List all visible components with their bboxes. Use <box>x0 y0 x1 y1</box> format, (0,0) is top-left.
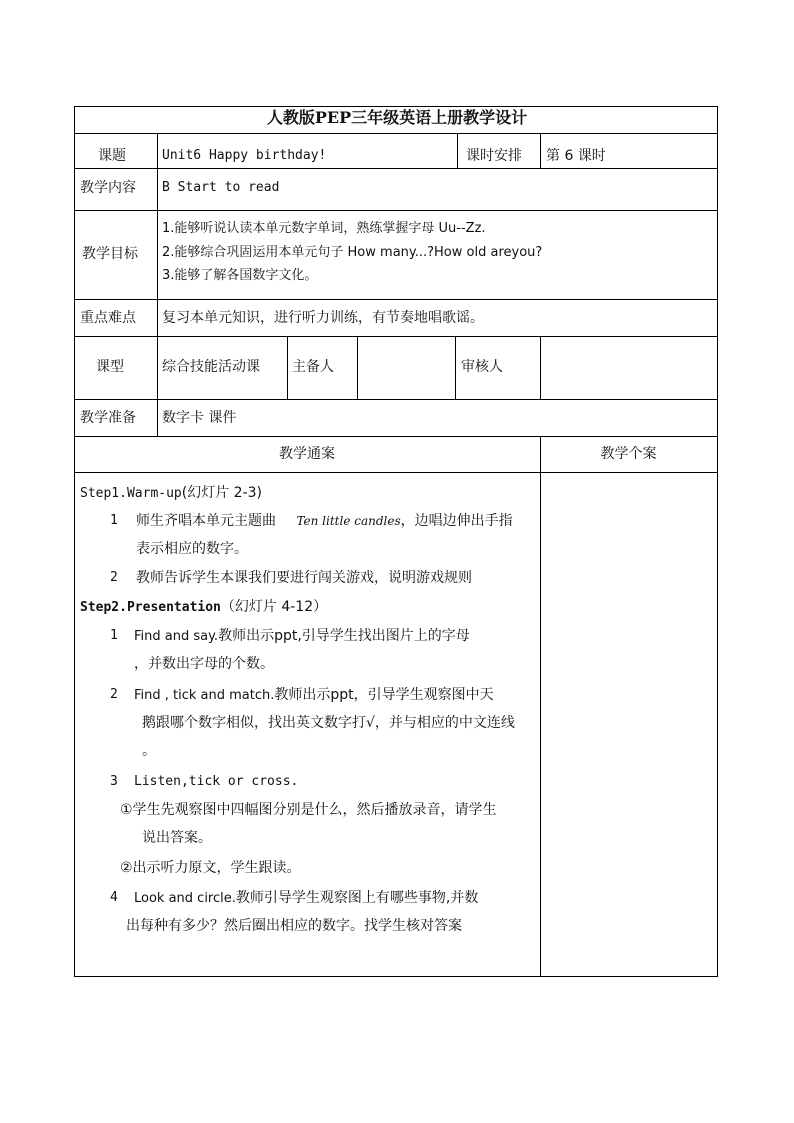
grid-line <box>457 133 458 169</box>
step1-heading-text: Step1.Warm-up <box>80 486 182 501</box>
list-item-continued: 。 <box>142 743 156 759</box>
item-text: Look and circle. <box>134 891 236 906</box>
step1-heading <box>80 484 262 503</box>
list-number: 4 <box>110 890 118 905</box>
goal-line: 1.能够听说认读本单元数字单词，熟练掌握字母 Uu--Zz. <box>162 221 486 236</box>
list-number: 3 <box>110 774 118 789</box>
grid-line <box>74 336 718 337</box>
lesson-type-value: 综合技能活动课 <box>162 359 260 375</box>
item-text: Find , tick and match. <box>134 688 275 703</box>
list-item <box>134 686 494 705</box>
individual-plan-header: 教学个案 <box>600 446 657 462</box>
list-item-continued: ，并数出字母的个数。 <box>134 656 274 672</box>
list-number: 1 <box>110 513 118 528</box>
preparation-label: 教学准备 <box>80 410 136 426</box>
grid-line <box>74 436 718 437</box>
grid-line <box>287 336 288 400</box>
grid-line <box>74 472 718 473</box>
grid-line <box>717 106 718 977</box>
content-label: 教学内容 <box>80 180 136 196</box>
grid-line <box>540 436 541 977</box>
item-text: 教师引导学生观察图上有哪些事物,并数 <box>235 890 479 906</box>
list-item: Listen,tick or cross. <box>134 774 299 789</box>
step2-heading <box>80 598 327 617</box>
content-value: B Start to read <box>162 180 280 195</box>
step1-heading-slides: (幻灯片 2-3) <box>181 485 262 501</box>
lead-label: 主备人 <box>292 359 334 375</box>
grid-line <box>455 336 456 400</box>
common-plan-header: 教学通案 <box>279 446 335 462</box>
sub-item: ①学生先观察图中四幅图分别是什么，然后播放录音，请学生 <box>120 802 497 818</box>
topic-value: Unit6 Happy birthday! <box>162 148 327 163</box>
grid-line <box>540 336 541 400</box>
list-number: 1 <box>110 628 118 643</box>
song-title: Ten little candles <box>296 514 401 528</box>
list-item <box>136 512 513 530</box>
topic-label: 课题 <box>98 148 126 164</box>
grid-line <box>74 299 718 300</box>
grid-line <box>74 106 718 107</box>
key-points-value: 复习本单元知识，进行听力训练，有节奏地唱歌谣。 <box>162 310 484 326</box>
item-text: 教师出示ppt,引导学生找出图片上的字母 <box>218 628 470 644</box>
page-title: 人教版PEP三年级英语上册教学设计 <box>266 108 528 127</box>
item-text: 教师出示ppt，引导学生观察图中天 <box>274 687 494 703</box>
schedule-value: 第 6 课时 <box>546 148 606 164</box>
goal-line: 3.能够了解各国数字文化。 <box>162 268 318 283</box>
grid-line <box>74 399 718 400</box>
schedule-label: 课时安排 <box>466 148 522 164</box>
lesson-type-label: 课型 <box>96 359 124 375</box>
grid-line <box>157 133 158 437</box>
grid-line <box>74 133 718 134</box>
sub-item-continued: 说出答案。 <box>142 830 212 846</box>
item-text: ，边唱边伸出手指 <box>400 513 513 529</box>
step2-heading-slides: （幻灯片 4-12） <box>220 599 328 615</box>
list-item <box>134 889 478 908</box>
key-points-label: 重点难点 <box>80 310 136 326</box>
grid-line <box>540 133 541 169</box>
grid-line <box>74 106 75 977</box>
list-item: 教师告诉学生本课我们要进行闯关游戏，说明游戏规则 <box>136 570 472 586</box>
goal-line: 2.能够综合巩固运用本单元句子 How many...?How old areyou? <box>162 245 543 260</box>
reviewer-label: 审核人 <box>461 359 503 375</box>
grid-line <box>74 210 718 211</box>
grid-line <box>74 168 718 169</box>
list-item-continued: 表示相应的数字。 <box>136 541 248 557</box>
grid-line <box>357 336 358 400</box>
preparation-value: 数字卡 课件 <box>162 410 237 426</box>
grid-line <box>74 976 718 977</box>
list-number: 2 <box>110 570 118 585</box>
step2-heading-text: Step2.Presentation <box>80 600 221 615</box>
list-number: 2 <box>110 687 118 702</box>
list-item <box>134 627 470 646</box>
goals-label: 教学目标 <box>82 246 138 262</box>
item-text: Find and say. <box>134 629 219 644</box>
list-item-continued: 鹅跟哪个数字相似，找出英文数字打√，并与相应的中文连线 <box>142 715 515 731</box>
list-item-continued: 出每种有多少？然后圈出相应的数字。找学生核对答案 <box>126 918 462 934</box>
item-text: 师生齐唱本单元主题曲 <box>136 513 276 529</box>
sub-item: ②出示听力原文，学生跟读。 <box>120 860 301 876</box>
